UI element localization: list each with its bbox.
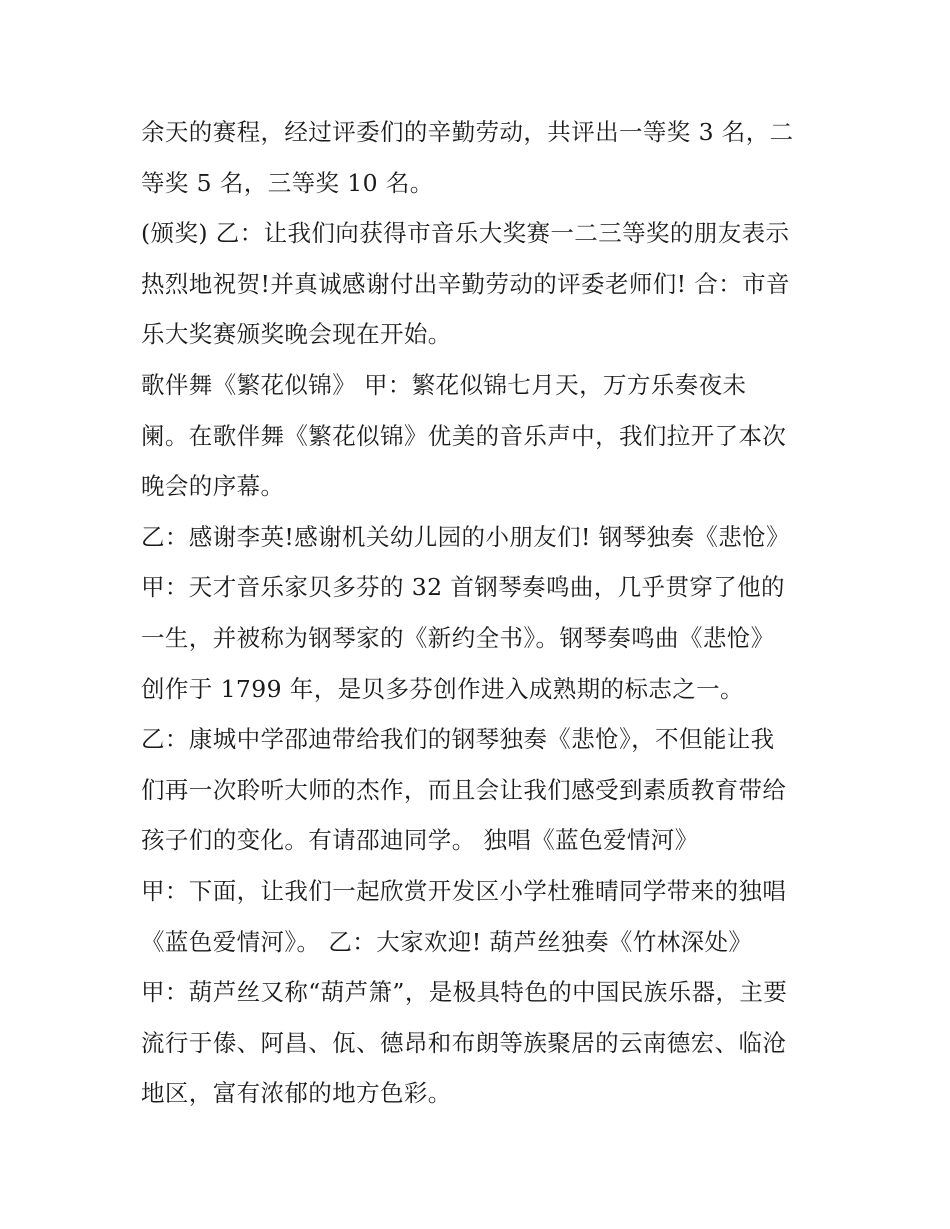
text-line: 等奖 5 名，三等奖 10 名。: [141, 168, 434, 197]
document-body: [141, 107, 821, 1119]
text-line: 们再一次聆听大师的杰作，而且会让我们感受到素质教育带给: [141, 775, 787, 804]
text-line: 歌伴舞《繁花似锦》 甲：繁花似锦七月天，万方乐奏夜未: [141, 370, 747, 399]
text-line: 甲：下面，让我们一起欣赏开发区小学杜雅晴同学带来的独唱: [141, 876, 787, 905]
text-line: 阑。在歌伴舞《繁花似锦》优美的音乐声中，我们拉开了本次: [141, 421, 787, 450]
text-line: (颁奖) 乙：让我们向获得市音乐大奖赛一二三等奖的朋友表示: [141, 219, 790, 248]
text-line: 甲：葫芦丝又称“葫芦箫”，是极具特色的中国民族乐器，主要: [141, 978, 788, 1007]
text-line: 晚会的序幕。: [141, 472, 285, 501]
text-line: 创作于 1799 年，是贝多芬创作进入成熟期的标志之一。: [141, 674, 744, 703]
text-line: 孩子们的变化。有请邵迪同学。 独唱《蓝色爱情河》: [141, 826, 699, 855]
text-line: 地区，富有浓郁的地方色彩。: [141, 1079, 452, 1108]
text-line: 乙：康城中学邵迪带给我们的钢琴独奏《悲怆》，不但能让我: [141, 725, 775, 754]
text-line: 余天的赛程，经过评委们的辛勤劳动，共评出一等奖 3 名，二: [141, 118, 794, 146]
text-line: 甲：天才音乐家贝多芬的 32 首钢琴奏鸣曲，几乎贯穿了他的: [141, 573, 785, 602]
text-line: 乙：感谢李英!感谢机关幼儿园的小朋友们! 钢琴独奏《悲怆》: [141, 522, 790, 551]
text-line: 流行于傣、阿昌、佤、德昂和布朗等族聚居的云南德宏、临沧: [141, 1028, 787, 1057]
text-line: 一生，并被称为钢琴家的《新约全书》。钢琴奏鸣曲《悲怆》: [141, 623, 775, 652]
text-line: 《蓝色爱情河》。 乙：大家欢迎! 葫芦丝独奏《竹林深处》: [141, 927, 753, 956]
text-line: 热烈地祝贺!并真诚感谢付出辛勤劳动的评委老师们! 合：市音: [141, 269, 790, 298]
text-line: 乐大奖赛颁奖晚会现在开始。: [141, 320, 452, 349]
